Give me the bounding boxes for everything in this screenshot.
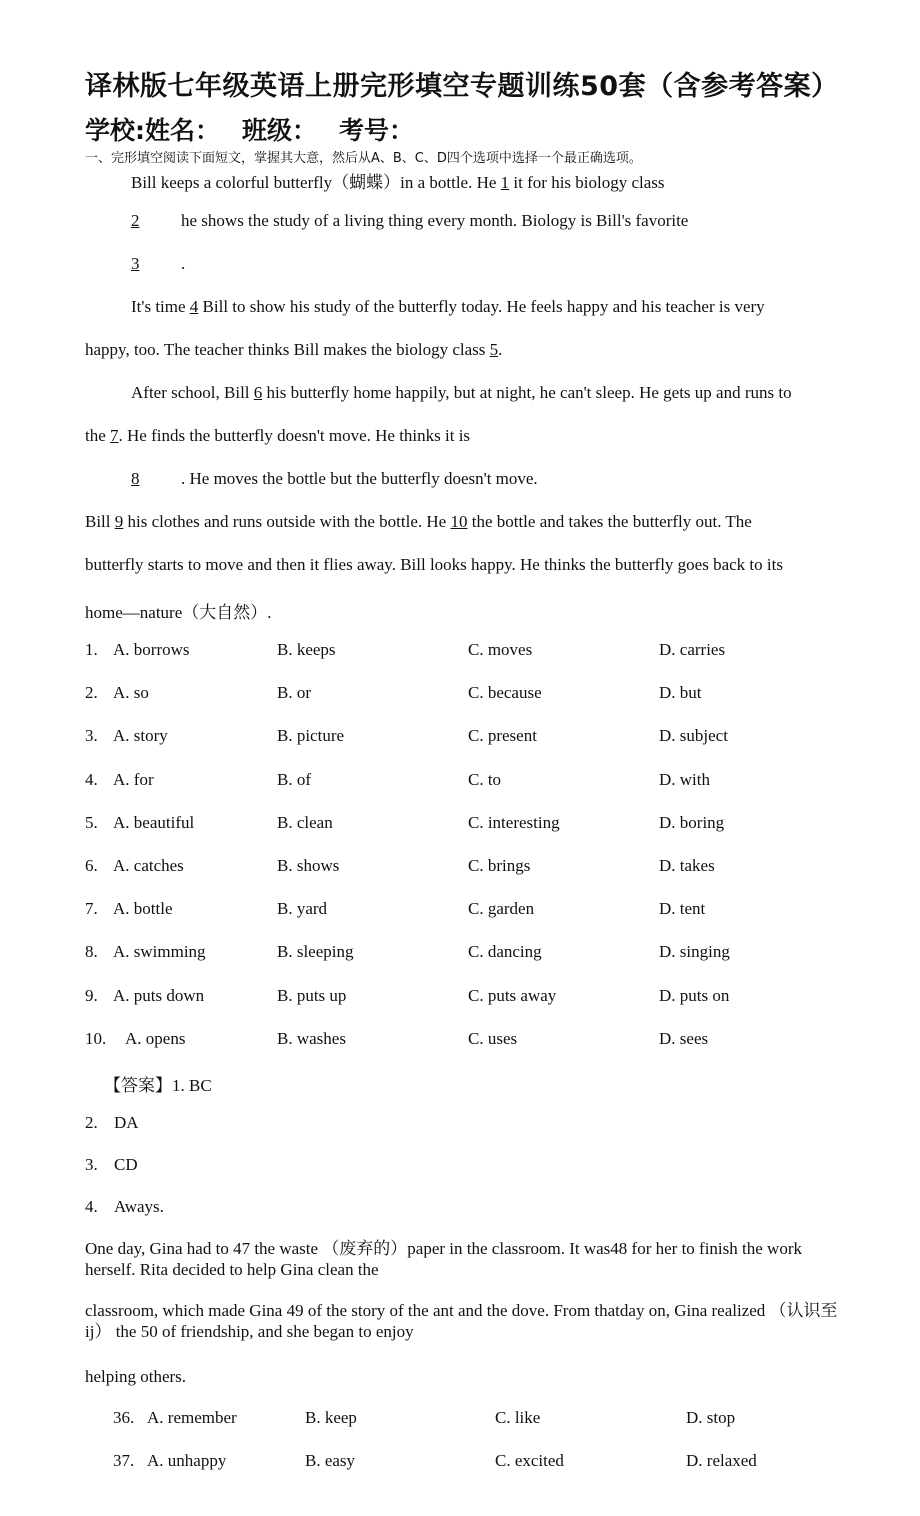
answer-value: DA bbox=[114, 1113, 139, 1132]
option-b: B. washes bbox=[277, 1028, 346, 1048]
document-title: 译林版七年级英语上册完形填空专题训练50套（含参考答案） bbox=[85, 71, 839, 102]
option-c: C. interesting bbox=[468, 812, 560, 832]
option-b: B. keeps bbox=[277, 640, 336, 659]
option-d: D. sees bbox=[659, 1028, 709, 1048]
instructions: 一、完形填空阅读下面短文，掌握其大意，然后从A、B、C、D四个选项中选择一个最正确选项。 bbox=[85, 151, 642, 166]
passage-line bbox=[131, 297, 765, 317]
class-label: 班级： bbox=[242, 116, 318, 145]
school-label: 学校: bbox=[85, 116, 145, 145]
option-b: B. or bbox=[277, 683, 311, 703]
answer-value: Aways. bbox=[114, 1197, 164, 1216]
option-a: A. for bbox=[113, 769, 154, 789]
option-a: A. opens bbox=[125, 1028, 186, 1048]
option-a: A. bottle bbox=[113, 899, 173, 919]
passage-line bbox=[85, 426, 470, 446]
question-number: 10. bbox=[85, 1028, 107, 1048]
option-b: B. picture bbox=[277, 726, 345, 746]
student-info-line bbox=[85, 111, 436, 147]
passage-line bbox=[85, 340, 502, 360]
passage-line bbox=[85, 512, 752, 532]
option-c: C. like bbox=[495, 1408, 541, 1427]
blank-number: 8 bbox=[131, 469, 140, 488]
passage-line bbox=[131, 254, 185, 274]
option-d: D. takes bbox=[659, 856, 715, 875]
option-b: B. keep bbox=[305, 1408, 357, 1427]
option-a: A. beautiful bbox=[113, 812, 195, 832]
option-c: C. moves bbox=[468, 640, 533, 659]
question-number: 37. bbox=[113, 1451, 135, 1470]
blank-number: 2 bbox=[131, 211, 140, 230]
option-b: B. clean bbox=[277, 812, 333, 832]
option-a: A. story bbox=[113, 726, 168, 746]
option-b: B. sleeping bbox=[277, 942, 354, 962]
passage-line bbox=[131, 168, 665, 193]
question-number: 2. bbox=[85, 683, 98, 703]
question-number: 4. bbox=[85, 769, 98, 789]
passage-text: he shows the study of a living thing every month. Biology is Bill's favorite bbox=[181, 211, 689, 230]
option-b: B. of bbox=[277, 769, 311, 789]
passage-text: happy, too. The teacher thinks Bill makes the biology class bbox=[85, 340, 490, 359]
passage-text: the bottle and takes the butterfly out. The bbox=[467, 512, 752, 531]
blank-number: 6 bbox=[253, 383, 263, 402]
passage-text: . bbox=[181, 254, 186, 273]
option-a: A. catches bbox=[113, 856, 184, 875]
option-c: C. present bbox=[468, 726, 537, 746]
option-c: C. because bbox=[468, 683, 542, 703]
option-a: A. swimming bbox=[113, 942, 206, 962]
option-d: D. singing bbox=[659, 942, 730, 962]
passage-text: Bill bbox=[85, 512, 115, 531]
answer-number: 2. bbox=[85, 1113, 98, 1132]
question-number: 6. bbox=[85, 856, 98, 875]
option-a: A. puts down bbox=[113, 985, 205, 1005]
blank-number: 7 bbox=[110, 426, 119, 445]
option-a: A. so bbox=[113, 683, 149, 703]
option-b: B. easy bbox=[305, 1451, 356, 1470]
exam-number-label: 考号： bbox=[339, 116, 415, 145]
blank-number: 3 bbox=[131, 254, 140, 273]
option-b: B. puts up bbox=[277, 985, 347, 1005]
question-number: 7. bbox=[85, 899, 98, 919]
passage2-paragraph: helping others. bbox=[85, 1367, 187, 1386]
option-c: C. puts away bbox=[468, 985, 557, 1005]
option-c: C. uses bbox=[468, 1028, 518, 1048]
question-number: 1. bbox=[85, 640, 98, 659]
question-number: 5. bbox=[85, 812, 98, 832]
answer-value: CD bbox=[114, 1155, 138, 1174]
option-c: C. garden bbox=[468, 899, 535, 919]
passage2-paragraph: classroom, which made Gina 49 of the story of the ant and the dove. From thatday on, Gina realized （认识至ij） the 50 of friendship, and she began to enjoy bbox=[85, 1301, 838, 1341]
passage-text: . He finds the butterfly doesn't move. He thinks it is bbox=[118, 426, 471, 445]
answer-item bbox=[85, 1113, 139, 1133]
passage-text: . He moves the bottle but the butterfly doesn't move. bbox=[181, 469, 538, 488]
answer-number: 4. bbox=[85, 1197, 98, 1216]
passage-line: home—nature（大自然）. bbox=[85, 603, 272, 622]
blank-number: 1 bbox=[500, 173, 510, 192]
option-b: B. shows bbox=[277, 856, 340, 875]
option-d: D. tent bbox=[659, 899, 706, 919]
answer-number: 3. bbox=[85, 1155, 98, 1174]
option-d: D. stop bbox=[686, 1408, 736, 1427]
option-a: A. borrows bbox=[113, 640, 190, 659]
passage-text: . bbox=[498, 340, 503, 359]
option-d: D. boring bbox=[659, 812, 725, 832]
option-d: D. subject bbox=[659, 726, 728, 746]
blank-number: 5 bbox=[489, 340, 499, 359]
question-number: 36. bbox=[113, 1408, 135, 1427]
blank-number: 4 bbox=[189, 297, 199, 316]
passage-text: Bill to show his study of the butterfly today. He feels happy and his teacher is very bbox=[198, 297, 765, 316]
passage-line bbox=[131, 383, 792, 403]
passage-text: his clothes and runs outside with the bottle. He bbox=[123, 512, 451, 531]
passage-line bbox=[131, 469, 538, 489]
question-number: 8. bbox=[85, 942, 98, 962]
option-d: D. puts on bbox=[659, 985, 730, 1005]
option-d: D. relaxed bbox=[686, 1451, 757, 1470]
blank-number: 9 bbox=[114, 512, 124, 531]
passage-text: his butterfly home happily, but at night, he can't sleep. He gets up and runs to bbox=[262, 383, 792, 402]
passage2-paragraph: One day, Gina had to 47 the waste （废弃的）paper in the classroom. It was48 for her to finish the work herself. Rita decided to help Gina clean the bbox=[85, 1239, 802, 1279]
blank-number: 10 bbox=[450, 512, 468, 531]
name-label: 姓名： bbox=[145, 116, 221, 145]
passage-text: the bbox=[85, 426, 111, 445]
option-c: C. brings bbox=[468, 856, 531, 875]
option-a: A. remember bbox=[147, 1408, 237, 1427]
option-d: D. carries bbox=[659, 640, 726, 659]
answer-item bbox=[85, 1155, 138, 1175]
passage-text: It's time bbox=[131, 297, 190, 316]
option-c: C. dancing bbox=[468, 942, 542, 962]
option-b: B. yard bbox=[277, 899, 328, 919]
option-d: D. with bbox=[659, 769, 710, 789]
passage-text: it for his biology class bbox=[509, 173, 665, 192]
passage-text: After school, Bill bbox=[131, 383, 254, 402]
answer-label: 【答案】1. BC bbox=[104, 1076, 212, 1095]
passage-line bbox=[131, 211, 688, 231]
answer-item bbox=[85, 1197, 164, 1217]
option-d: D. but bbox=[659, 683, 702, 703]
option-c: C. excited bbox=[495, 1451, 564, 1470]
question-number: 9. bbox=[85, 985, 98, 1005]
passage-line: butterfly starts to move and then it flies away. Bill looks happy. He thinks the butterfly goes back to its bbox=[85, 555, 783, 574]
question-number: 3. bbox=[85, 726, 98, 746]
passage-text: Bill keeps a colorful butterfly（蝴蝶）in a bottle. He bbox=[131, 173, 501, 192]
option-a: A. unhappy bbox=[147, 1451, 227, 1470]
option-c: C. to bbox=[468, 769, 502, 789]
